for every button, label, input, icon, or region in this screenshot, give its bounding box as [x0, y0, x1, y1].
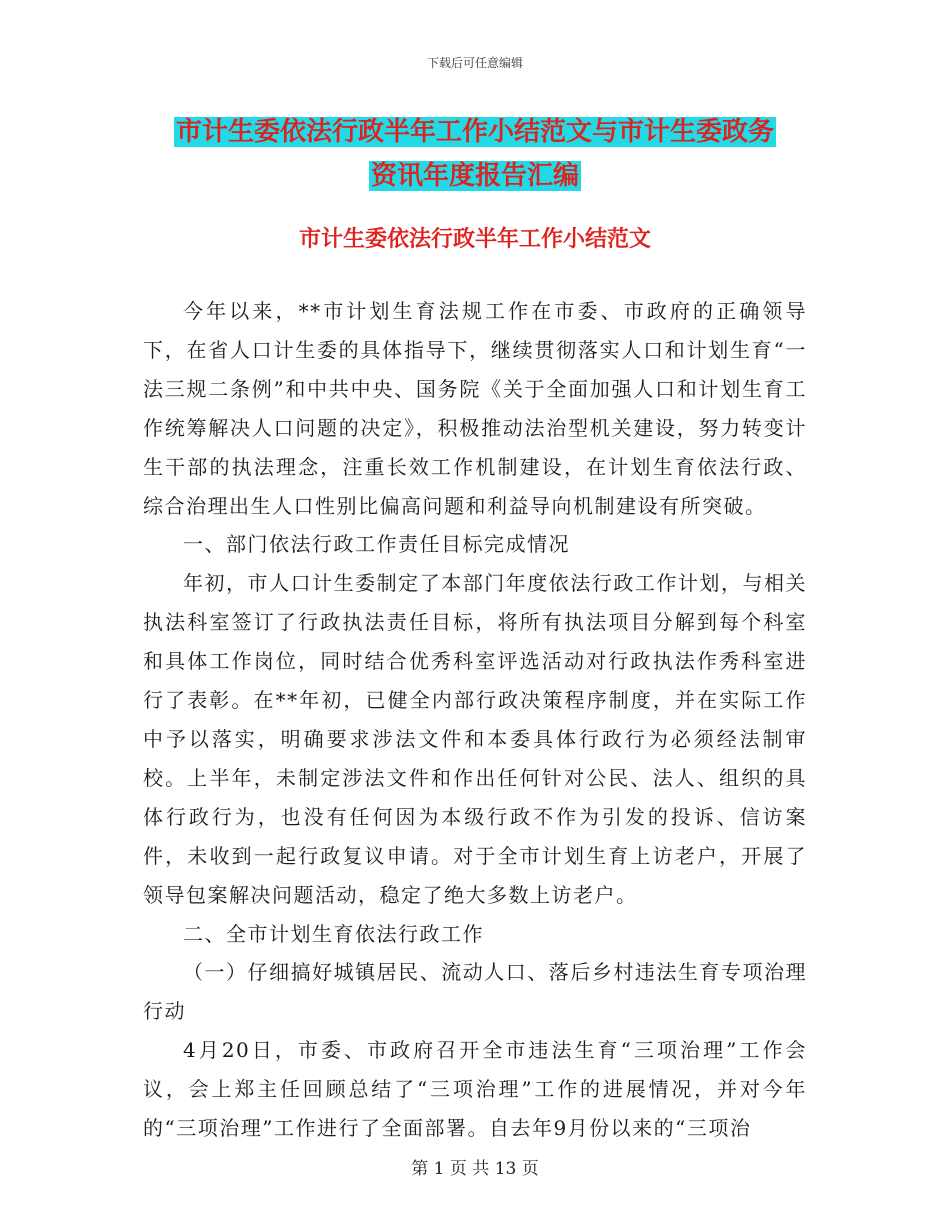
paragraph-subheading: （一）仔细搞好城镇居民、流动人口、落后乡村违法生育专项治理行动 — [143, 960, 807, 1024]
document-title-line-1: 市计生委依法行政半年工作小结范文与市计生委政务 — [175, 117, 774, 147]
paragraph: 4月20日，市委、市政府召开全市违法生育“三项治理”工作会议，会上郑主任回顾总结了“三项治理”工作的进展情况，并对今年的“三项治理”工作进行了全面部署。自去年9月份以来的“三项治 — [143, 1038, 807, 1141]
paragraph-heading: 二、全市计划生育依法行政工作 — [183, 921, 484, 946]
document-body — [143, 292, 807, 1148]
page-header-note: 下载后可任意编辑 — [426, 56, 523, 70]
paragraph: 年初，市人口计生委制定了本部门年度依法行政工作计划，与相关执法科室签订了行政执法责任目标，将所有执法项目分解到每个科室和具体工作岗位，同时结合优秀科室评选活动对行政执法作秀科室进行了表彰。在**年初，已健全内部行政决策程序制度，并在实际工作中予以落实，明确要求涉法文件和本委具体行政行为必须经法制审校。上半年，未制定涉法文件和作出任何针对公民、法人、组织的具体行政行为，也没有任何因为本级行政不作为引发的投诉、信访案件，未收到一起行政复议申请。对于全市计划生育上访老户，开展了领导包案解决问题活动，稳定了绝大多数上访老户。 — [143, 571, 807, 907]
page-number: 第 1 页 共 13 页 — [411, 1159, 539, 1179]
section-title: 市计生委依法行政半年工作小结范文 — [298, 227, 651, 252]
document-title — [0, 110, 950, 198]
document-title-line-2: 资讯年度报告汇编 — [370, 161, 579, 191]
paragraph-heading: 一、部门依法行政工作责任目标完成情况 — [183, 532, 570, 557]
paragraph: 今年以来，**市计划生育法规工作在市委、市政府的正确领导下，在省人口计生委的具体指导下，继续贯彻落实人口和计划生育“一法三规二条例”和中共中央、国务院《关于全面加强人口和计划生育工作统筹解决人口问题的决定》，积极推动法治型机关建设，努力转变计生干部的执法理念，注重长效工作机制建设，在计划生育依法行政、综合治理出生人口性别比偏高问题和利益导向机制建设有所突破。 — [143, 299, 807, 518]
